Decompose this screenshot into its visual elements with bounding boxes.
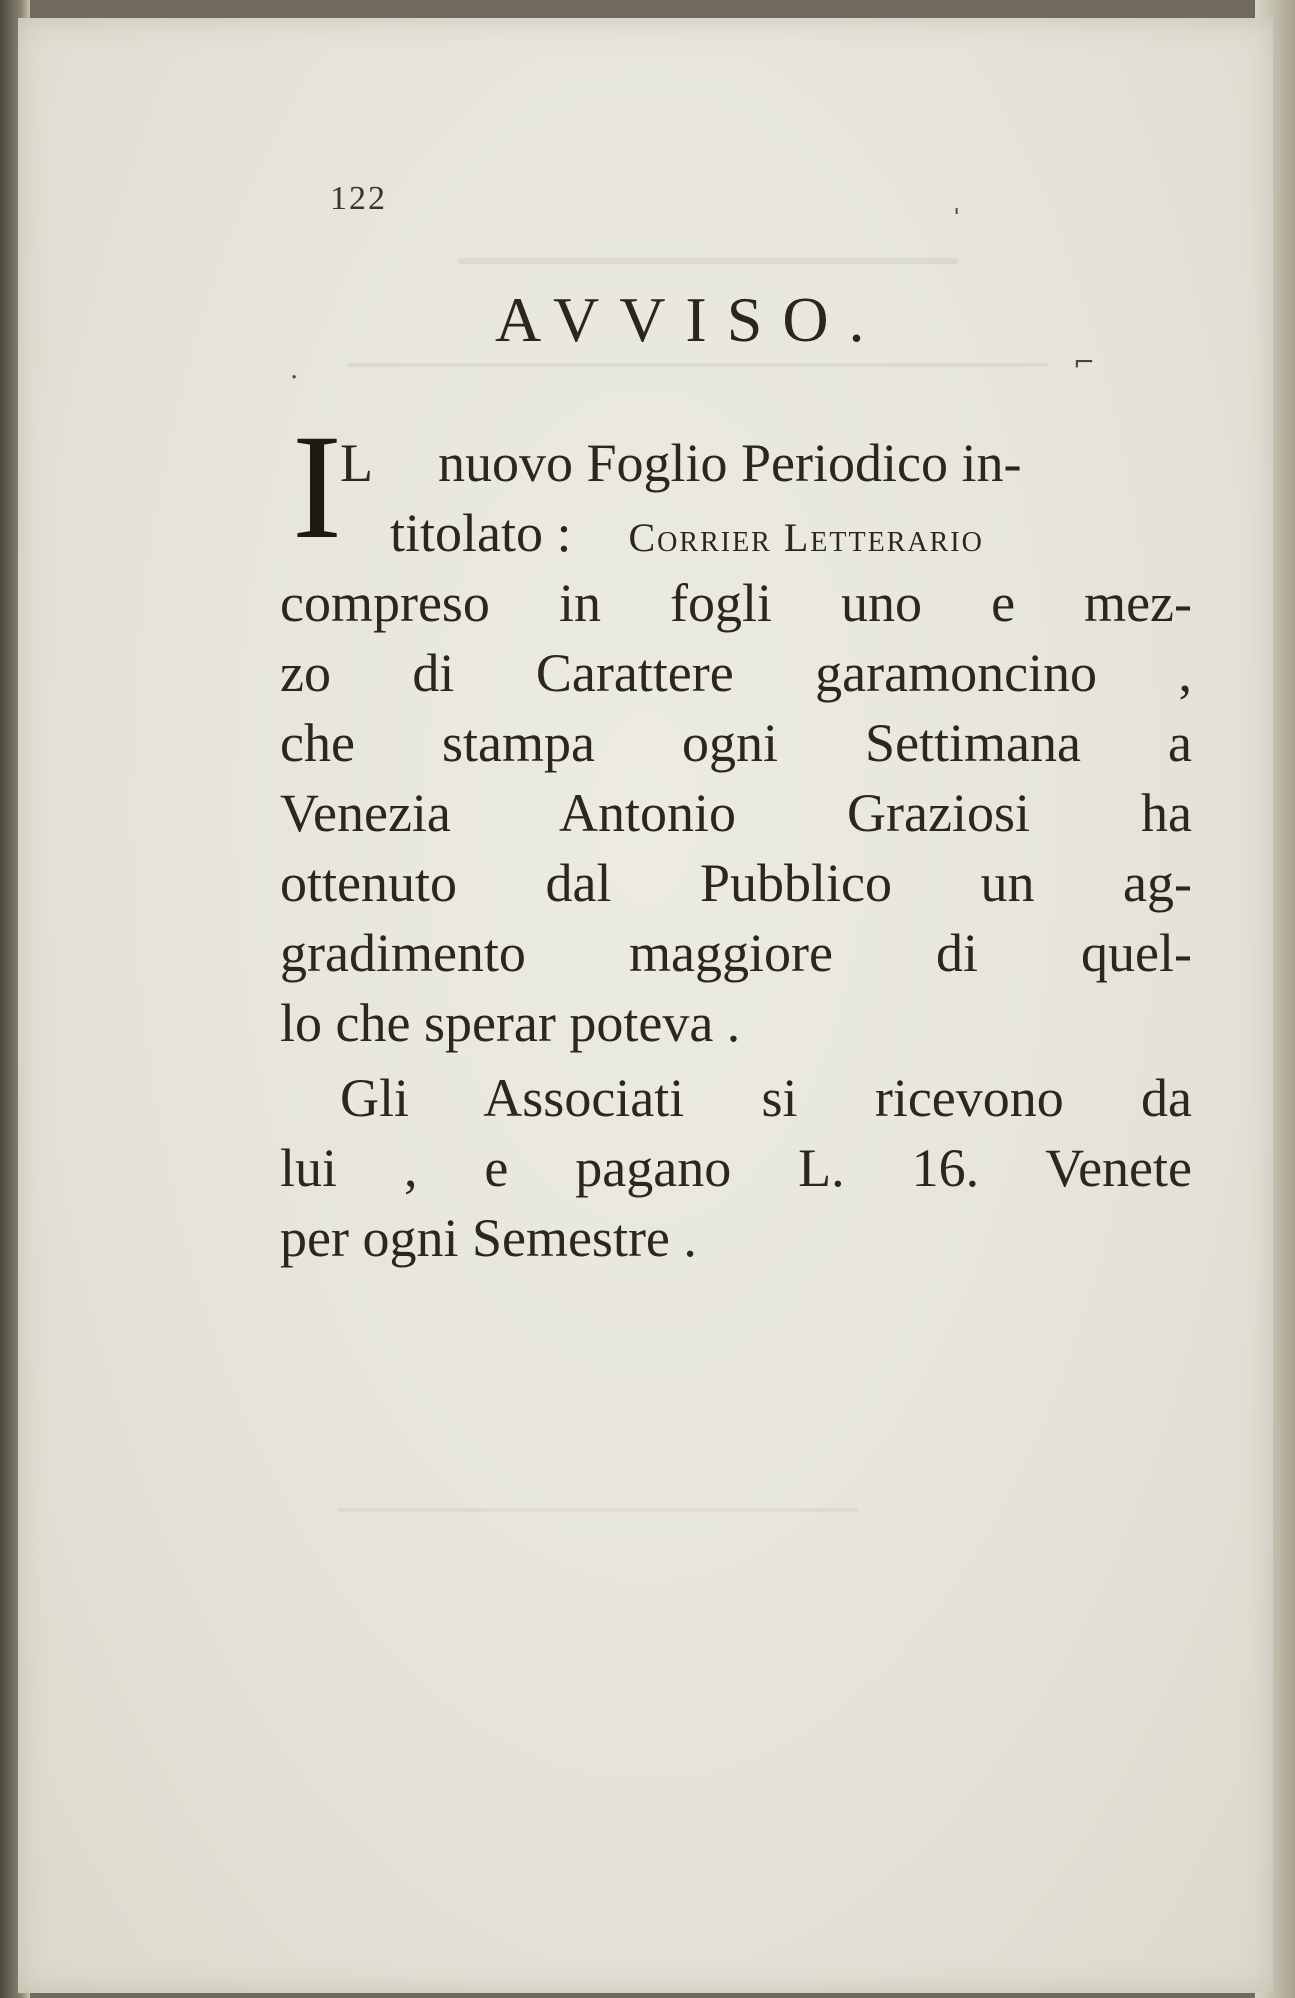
text-line: Gli Associati si ricevono da xyxy=(340,1068,1192,1128)
show-through-line xyxy=(338,1508,858,1512)
text-line: per ogni Semestre . xyxy=(280,1208,697,1268)
ink-speck: ⌐ xyxy=(1073,348,1095,378)
page-number: 122 xyxy=(330,180,387,217)
ink-speck: · xyxy=(290,363,299,393)
show-through-line xyxy=(348,363,1048,367)
text-line: ottenuto dal Pubblico un ag- xyxy=(280,853,1192,913)
text-line: Venezia Antonio Graziosi ha xyxy=(280,783,1192,843)
drop-cap: I xyxy=(292,404,342,570)
periodical-name: Corrier Letterario xyxy=(628,515,984,560)
text-line: che stampa ogni Settimana a xyxy=(280,713,1192,773)
text-line xyxy=(340,428,1192,498)
show-through-line xyxy=(458,258,958,264)
text-line: gradimento maggiore di quel- xyxy=(280,923,1192,983)
text-line: lui , e pagano L. 16. Venete xyxy=(280,1138,1192,1198)
text-line: compreso in fogli uno e mez- xyxy=(280,573,1192,633)
text-line: lo che sperar poteva . xyxy=(280,993,741,1053)
line-text: titolato : xyxy=(390,503,572,563)
line-text: nuovo Foglio Periodico in- xyxy=(437,433,1022,493)
ink-speck: ˌ xyxy=(953,188,961,218)
text-line xyxy=(390,498,1192,568)
first-word-rest: L xyxy=(340,433,371,493)
text-line: zo di Carattere garamoncino , xyxy=(280,643,1192,703)
page-title: AVVISO. xyxy=(495,284,885,355)
